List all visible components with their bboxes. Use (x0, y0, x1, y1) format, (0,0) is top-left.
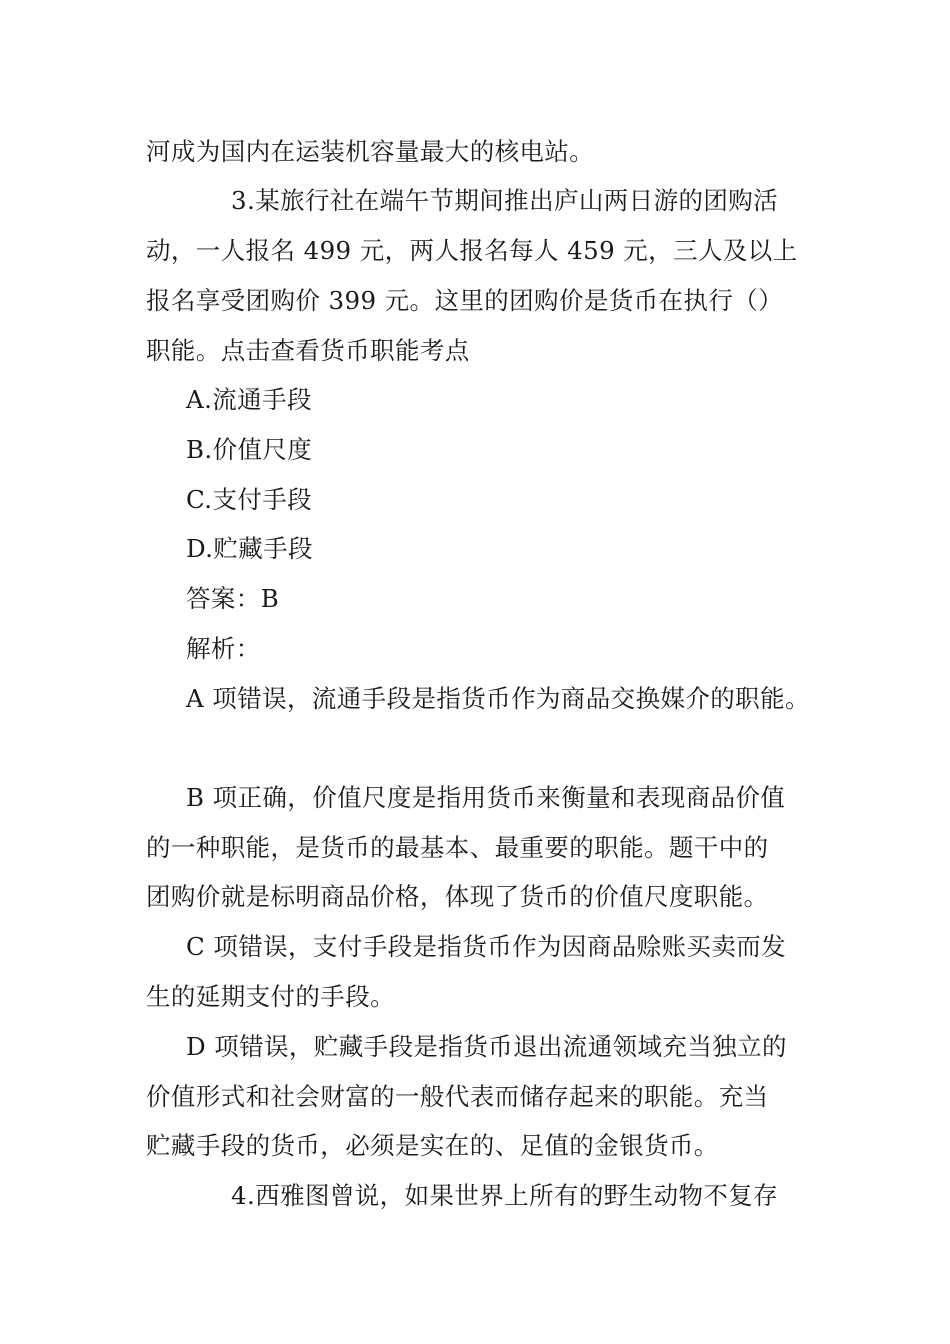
question-4-stem-line: 4.西雅图曾说，如果世界上所有的野生动物不复存 (231, 1181, 779, 1210)
analysis-option-d-line: D 项错误，贮藏手段是指货币退出流通领域充当独立的 (186, 1032, 787, 1061)
option-d: D.贮藏手段 (186, 534, 313, 563)
question-3-stem-line: 职能。点击查看货币职能考点 (146, 336, 470, 365)
analysis-option-c-line: C 项错误，支付手段是指货币作为因商品赊账买卖而发 (186, 932, 787, 961)
previous-paragraph-tail: 河成为国内在运装机容量最大的核电站。 (146, 137, 595, 166)
option-a: A.流通手段 (186, 385, 312, 414)
analysis-option-d-line: 价值形式和社会财富的一般代表而储存起来的职能。充当 (146, 1082, 769, 1111)
option-c: C.支付手段 (186, 485, 313, 514)
analysis-option-d-line: 贮藏手段的货币，必须是实在的、足值的金银货币。 (146, 1131, 719, 1160)
question-3-stem-line: 动，一人报名 499 元，两人报名每人 459 元，三人及以上 (146, 236, 798, 265)
answer-line: 答案：B (186, 584, 280, 613)
analysis-option-a: A 项错误，流通手段是指货币作为商品交换媒介的职能。 (186, 684, 810, 713)
question-3-stem-line: 3.某旅行社在端午节期间推出庐山两日游的团购活 (231, 186, 779, 215)
analysis-option-c-line: 生的延期支付的手段。 (146, 982, 395, 1011)
analysis-label: 解析： (186, 634, 261, 663)
option-b: B.价值尺度 (186, 435, 313, 464)
question-3-stem-line: 报名享受团购价 399 元。这里的团购价是货币在执行（） (146, 286, 784, 315)
analysis-option-b-line: 的一种职能，是货币的最基本、最重要的职能。题干中的 (146, 833, 769, 862)
analysis-option-b-line: 团购价就是标明商品价格，体现了货币的价值尺度职能。 (146, 882, 769, 911)
analysis-option-b-line: B 项正确，价值尺度是指用货币来衡量和表现商品价值 (186, 783, 786, 812)
